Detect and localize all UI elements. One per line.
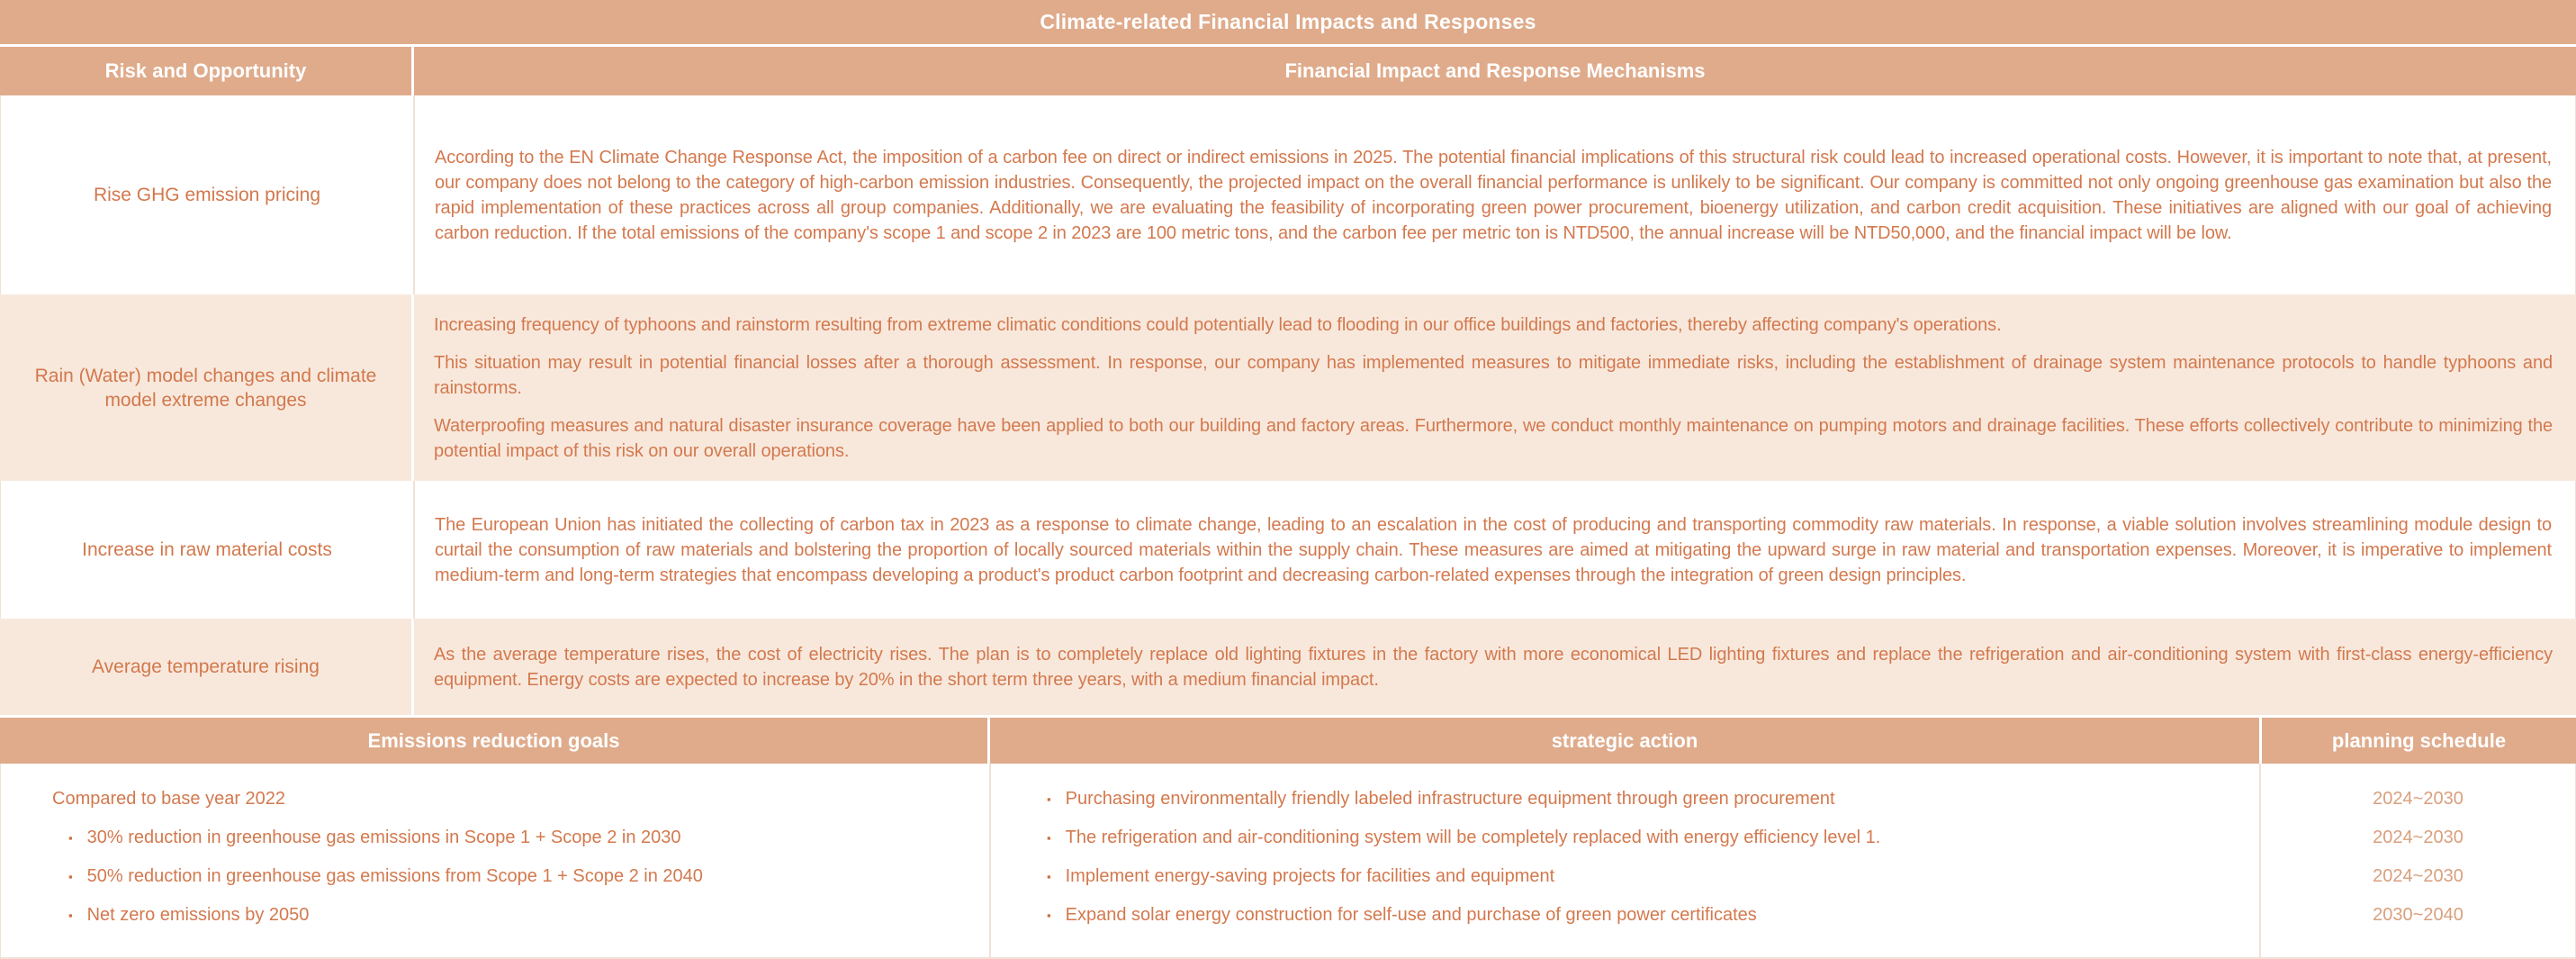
impact-cell [414, 619, 2576, 715]
impact-paragraph: According to the EN Climate Change Response Act, the imposition of a carbon fee on direct or indirect emissions in 2025. The potential financial implications of this structural risk could lead to increased operational costs. However, it is important to note that, at present, our company does not belong to the category of high-carbon emission industries. Consequently, the projected impact on the overall financial performance is unlikely to be significant. Our company is committed not only ongoing greenhouse gas examination but also the rapid implementation of these practices across all group companies. Additionally, we are evaluating the feasibility of incorporating green power procurement, bioenergy utilization, and carbon credit acquisition. These initiatives are aligned with our goal of achieving carbon reduction. If the total emissions of the company's scope 1 and scope 2 in 2023 are 100 metric tons, and the carbon fee per metric ton is NTD500, the annual increase will be NTD50,000, and the financial impact will be low. [435, 147, 2552, 243]
square-bullet-icon: ▪ [1047, 909, 1051, 922]
planning-schedule-column [2261, 764, 2575, 957]
square-bullet-icon: ▪ [1047, 792, 1051, 806]
impact-cell [414, 294, 2576, 481]
goal-text: 30% reduction in greenhouse gas emissions in Scope 1 + Scope 2 in 2030 [86, 828, 681, 847]
risk-label: Rain (Water) model changes and climate model extreme changes [0, 294, 414, 481]
action-text: The refrigeration and air-conditioning system will be completely replaced with energy efficiency level 1. [1065, 828, 1881, 847]
impact-cell [415, 481, 2575, 619]
goal-text: Net zero emissions by 2050 [86, 905, 310, 925]
impact-paragraph: Waterproofing measures and natural disaster insurance coverage have been applied to both our building and factory areas. Furthermore, we conduct monthly maintenance on pumping motors and drainage facilities. These efforts collectively contribute to minimizing the potential impact of this risk on our overall operations. [434, 415, 2553, 461]
bottom-content-row [0, 764, 2576, 957]
table-title: Climate-related Financial Impacts and Responses [0, 0, 2576, 47]
table-row [0, 294, 2576, 481]
square-bullet-icon: ▪ [1047, 870, 1051, 883]
action-item [1047, 896, 2259, 935]
action-item [1047, 857, 2259, 896]
emissions-goals-header: Emissions reduction goals [0, 718, 990, 764]
strategic-action-header: strategic action [990, 718, 2262, 764]
risk-label: Average temperature rising [0, 619, 414, 715]
goals-intro: Compared to base year 2022 [52, 789, 286, 809]
action-text: Implement energy-saving projects for facilities and equipment [1065, 866, 1555, 886]
goal-item [52, 857, 989, 896]
top-header-row [0, 47, 2576, 95]
schedule-item: 2024~2030 [2373, 789, 2463, 809]
goal-item [52, 819, 989, 857]
square-bullet-icon: ▪ [68, 870, 73, 883]
schedule-item: 2024~2030 [2373, 828, 2463, 847]
action-item [1047, 819, 2259, 857]
risk-label: Rise GHG emission pricing [1, 95, 415, 294]
square-bullet-icon: ▪ [1047, 831, 1051, 845]
schedule-item: 2024~2030 [2373, 866, 2463, 886]
financial-impact-header: Financial Impact and Response Mechanisms [414, 47, 2576, 95]
risk-label: Increase in raw material costs [1, 481, 415, 619]
impact-cell [415, 95, 2575, 294]
planning-schedule-header: planning schedule [2262, 718, 2576, 764]
goal-text: 50% reduction in greenhouse gas emissions from Scope 1 + Scope 2 in 2040 [86, 866, 703, 886]
square-bullet-icon: ▪ [68, 909, 73, 922]
goal-item [52, 896, 989, 935]
table-row [0, 481, 2576, 619]
action-item [1047, 780, 2259, 819]
square-bullet-icon: ▪ [68, 831, 73, 845]
table-row [0, 95, 2576, 294]
risk-opportunity-header: Risk and Opportunity [0, 47, 414, 95]
table-row [0, 619, 2576, 715]
action-text: Expand solar energy construction for self-use and purchase of green power certificates [1065, 905, 1757, 925]
bottom-header-row [0, 715, 2576, 764]
impact-paragraph: Increasing frequency of typhoons and rainstorm resulting from extreme climatic conditions could potentially lead to flooding in our office buildings and factories, thereby affecting company's operations. [434, 314, 2002, 335]
schedule-item: 2030~2040 [2373, 905, 2463, 925]
impact-paragraph: As the average temperature rises, the cost of electricity rises. The plan is to completely replace old lighting fixtures in the factory with more economical LED lighting fixtures and replace the refrigeration and air-conditioning system with first-class energy-efficiency equipment. Energy costs are expected to increase by 20% in the short term three years, with a medium financial impact. [434, 644, 2553, 690]
action-text: Purchasing environmentally friendly labeled infrastructure equipment through green procurement [1065, 789, 1835, 809]
impact-paragraph: This situation may result in potential financial losses after a thorough assessment. In response, our company has implemented measures to mitigate immediate risks, including the establishment of drainage system maintenance protocols to handle typhoons and rainstorms. [434, 352, 2553, 398]
strategic-actions-column [991, 764, 2261, 957]
emissions-goals-column [1, 764, 991, 957]
impact-paragraph: The European Union has initiated the collecting of carbon tax in 2023 as a response to climate change, leading to an escalation in the cost of producing and transporting commodity raw materials. In response, a viable solution involves streamlining module design to curtail the consumption of raw materials and bolstering the proportion of locally sourced materials within the supply chain. These measures are aimed at mitigating the upward surge in raw material and transportation expenses. Moreover, it is imperative to implement medium-term and long-term strategies that encompass developing a product's product carbon footprint and decreasing carbon-related expenses through the integration of green design principles. [435, 514, 2552, 585]
